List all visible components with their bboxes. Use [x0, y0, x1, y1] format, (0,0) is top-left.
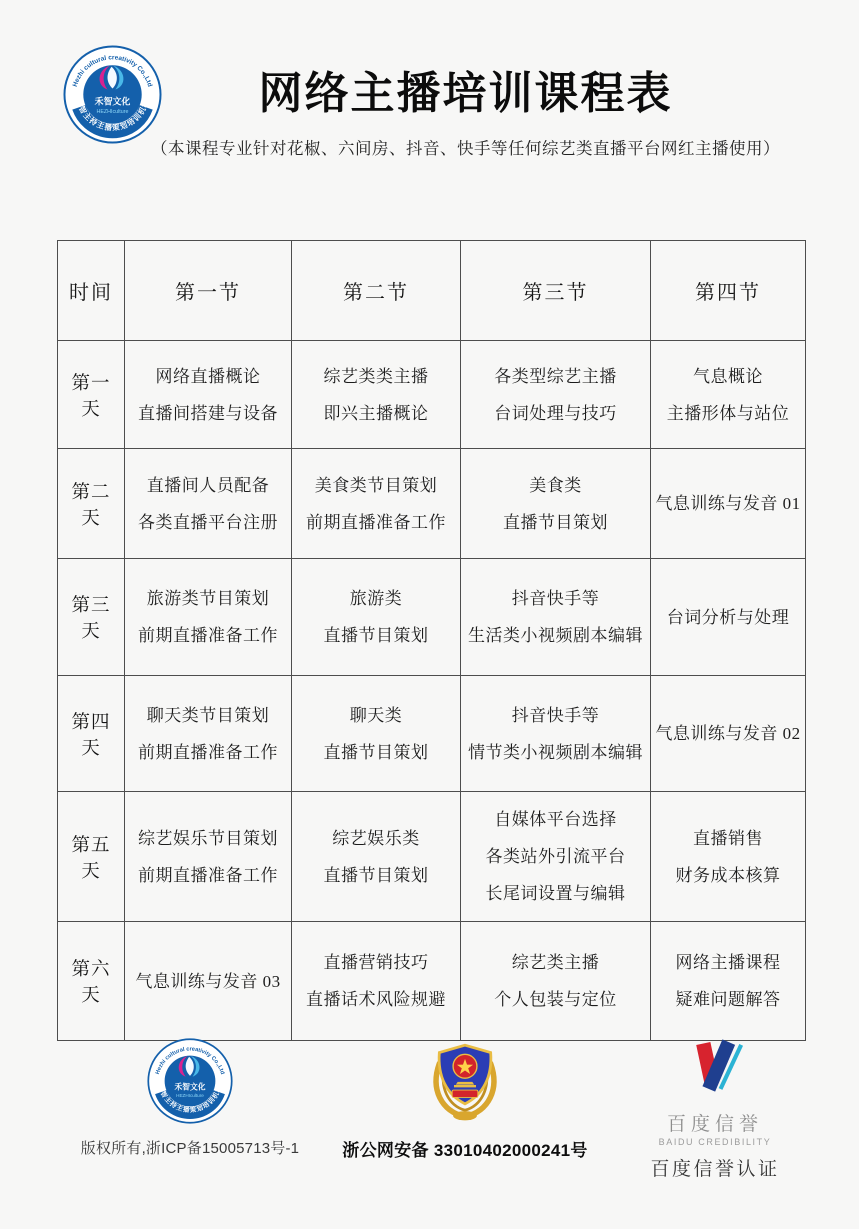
course-line: 各类型综艺主播	[494, 366, 617, 386]
course-cell	[651, 559, 806, 676]
course-line: 生活类小视频剧本编辑	[468, 626, 643, 645]
course-cell	[125, 449, 292, 559]
footer-police-block	[330, 1036, 600, 1161]
course-cell	[125, 676, 292, 792]
course-line: 气息概论	[693, 366, 763, 386]
course-line: 长尾词设置与编辑	[485, 884, 626, 903]
course-line: 聊天类	[349, 705, 403, 725]
baidu-credibility-en: BAIDU CREDIBILITY	[658, 1137, 772, 1147]
table-row	[58, 792, 806, 922]
course-line: 网络直播概论	[155, 366, 261, 386]
course-line: 聊天类节目策划	[146, 705, 270, 725]
course-cell	[461, 676, 651, 792]
course-cell	[461, 792, 651, 922]
course-line: 直播话术风险规避	[306, 990, 446, 1009]
course-line: 旅游类节目策划	[146, 589, 270, 608]
icp-copyright-text: 版权所有,浙ICP备15005713号-1	[80, 1140, 300, 1157]
column-header-session2: 第二节	[292, 241, 461, 341]
page-subtitle: （本课程专业针对花椒、六间房、抖音、快手等任何综艺类直播平台网红主播使用）	[151, 139, 780, 159]
course-line: 自媒体平台选择	[494, 810, 617, 829]
course-cell	[651, 341, 806, 449]
police-filing-number: 浙公网安备 33010402000241号	[342, 1141, 588, 1160]
course-line: 美食类	[529, 475, 582, 495]
course-line: 直播间人员配备	[146, 475, 270, 495]
course-line: 各类直播平台注册	[138, 512, 278, 532]
column-header-time: 时间	[58, 241, 125, 341]
baidu-credibility-logo	[680, 1038, 750, 1100]
course-line: 台词分析与处理	[666, 607, 790, 627]
footer-baidu-block	[612, 1038, 818, 1181]
course-line: 综艺娱乐类	[332, 828, 420, 848]
course-line: 情节类小视频剧本编辑	[468, 742, 643, 762]
hezhi-company-logo-small	[147, 1038, 233, 1124]
day-label: 第二天	[58, 449, 125, 559]
course-cell	[292, 676, 461, 792]
course-cell	[125, 922, 292, 1041]
course-line: 前期直播准备工作	[138, 742, 278, 762]
course-line: 抖音快手等	[511, 589, 600, 608]
course-line: 旅游类	[349, 589, 403, 608]
course-line: 前期直播准备工作	[306, 512, 446, 532]
table-row	[58, 341, 806, 449]
course-line: 直播节目策划	[323, 626, 429, 645]
course-line: 疑难问题解答	[675, 990, 781, 1009]
baidu-certification-text: 百度信誉认证	[650, 1159, 780, 1180]
course-line: 综艺娱乐节目策划	[138, 828, 278, 848]
course-cell	[651, 792, 806, 922]
header	[0, 0, 859, 200]
table-row	[58, 922, 806, 1041]
course-cell	[461, 559, 651, 676]
course-line: 直播销售	[693, 828, 763, 848]
course-cell	[292, 341, 461, 449]
course-cell	[292, 922, 461, 1041]
course-line: 综艺类主播	[511, 953, 600, 972]
day-label: 第三天	[58, 559, 125, 676]
course-line: 即兴主播概论	[323, 403, 429, 423]
day-label: 第四天	[58, 676, 125, 792]
course-line: 主播形体与站位	[666, 403, 790, 423]
course-cell	[461, 341, 651, 449]
police-badge-icon	[421, 1036, 509, 1124]
course-line: 前期直播准备工作	[138, 626, 278, 645]
course-line: 台词处理与技巧	[494, 403, 617, 423]
course-line: 气息训练与发音 01	[655, 494, 801, 513]
course-line: 各类站外引流平台	[485, 847, 626, 866]
column-header-session4: 第四节	[651, 241, 806, 341]
course-cell	[292, 559, 461, 676]
course-line: 直播节目策划	[503, 512, 608, 532]
course-line: 直播营销技巧	[323, 953, 429, 972]
course-line: 直播节目策划	[323, 742, 429, 762]
footer-copyright-block	[78, 1038, 302, 1158]
course-cell	[461, 449, 651, 559]
course-schedule-table	[57, 240, 806, 1041]
course-cell	[292, 792, 461, 922]
course-cell	[461, 922, 651, 1041]
course-cell	[125, 792, 292, 922]
course-line: 抖音快手等	[511, 705, 600, 725]
table-row	[58, 559, 806, 676]
column-header-session3: 第三节	[461, 241, 651, 341]
course-line: 直播间搭建与设备	[138, 403, 278, 423]
day-label: 第六天	[58, 922, 125, 1041]
course-line: 直播节目策划	[323, 865, 429, 885]
table-row	[58, 676, 806, 792]
page-title: 网络主播培训课程表	[258, 69, 673, 118]
course-cell	[125, 341, 292, 449]
course-cell	[651, 922, 806, 1041]
course-cell	[292, 449, 461, 559]
column-header-session1: 第一节	[125, 241, 292, 341]
course-cell	[651, 449, 806, 559]
course-line: 前期直播准备工作	[138, 865, 278, 885]
day-label: 第五天	[58, 792, 125, 922]
course-line: 气息训练与发音 02	[655, 724, 801, 743]
table-header-row	[58, 241, 806, 341]
course-line: 财务成本核算	[675, 865, 781, 885]
course-line: 气息训练与发音 03	[135, 971, 281, 991]
course-cell	[651, 676, 806, 792]
course-cell	[125, 559, 292, 676]
baidu-credibility-cn: 百度信誉	[666, 1114, 763, 1135]
course-line: 美食类节目策划	[314, 475, 438, 495]
course-line: 综艺类类主播	[323, 366, 429, 386]
footer	[0, 1032, 859, 1192]
hezhi-company-logo	[63, 45, 162, 144]
schedule-table-wrap	[57, 240, 805, 1041]
course-line: 网络主播课程	[675, 953, 781, 972]
table-row	[58, 449, 806, 559]
day-label: 第一天	[58, 341, 125, 449]
course-line: 个人包装与定位	[494, 990, 617, 1009]
